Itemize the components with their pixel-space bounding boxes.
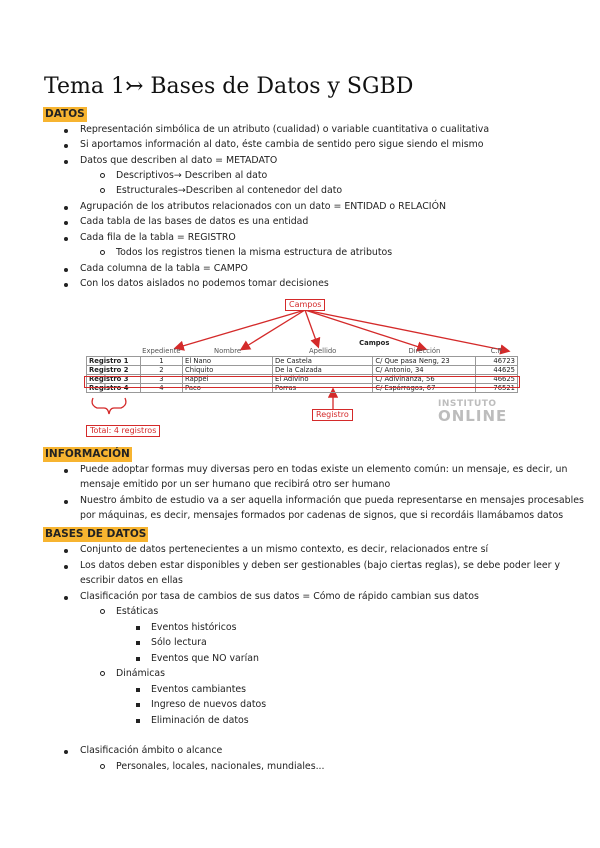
table-cell: Chiquito <box>183 365 273 374</box>
list-item: Los datos deben estar disponibles y deben ser gestionables (bajo ciertas reglas), se debe poder leer y <box>80 560 560 571</box>
table-cell: C/ Antonio, 34 <box>373 365 476 374</box>
bullet-icon <box>64 500 68 504</box>
section-heading-bases: BASES DE DATOS <box>45 528 147 540</box>
row-header: Registro 4 <box>87 383 141 392</box>
list-item: Estáticas <box>116 606 159 617</box>
watermark-line: INSTITUTO <box>438 399 497 409</box>
column-header: Expediente <box>142 347 181 356</box>
table-row <box>87 356 518 365</box>
campos-label: Campos <box>285 299 325 311</box>
list-item: Todos los registros tienen la misma estructura de atributos <box>116 247 393 258</box>
bullet-icon <box>64 268 68 272</box>
list-item: Personales, locales, nacionales, mundiales... <box>116 761 325 772</box>
table-cell: 76521 <box>476 383 518 392</box>
watermark-line: ONLINE <box>438 407 508 425</box>
bullet-icon <box>64 469 68 473</box>
list-item: Ingreso de nuevos datos <box>151 699 267 710</box>
table-group-header-row <box>87 338 518 347</box>
list-item: Si aportamos información al dato, éste cambia de sentido pero sigue siendo el mismo <box>80 139 484 150</box>
total-label: Total: 4 registros <box>86 425 160 437</box>
table-cell: C/ Que pasa Neng, 23 <box>373 356 476 365</box>
list-item: Con los datos aislados no podemos tomar decisiones <box>80 278 329 289</box>
page-title: Tema 1↣ Bases de Datos y SGBD <box>44 74 414 99</box>
circle-bullet-icon <box>100 250 105 255</box>
list-item: Cada columna de la tabla = CAMPO <box>80 263 248 274</box>
list-item: Descriptivos→ Describen al dato <box>116 170 268 181</box>
bullet-icon <box>64 596 68 600</box>
list-item: Sólo lectura <box>151 637 207 648</box>
bullet-icon <box>64 206 68 210</box>
table-cell: C/ Espárragos, 67 <box>373 383 476 392</box>
list-item: Agrupación de los atributos relacionados con un dato = ENTIDAD o RELACIÓN <box>80 201 446 212</box>
list-item: Cada fila de la tabla = REGISTRO <box>80 232 236 243</box>
table-cell: C/ Adivinanza, 56 <box>373 374 476 383</box>
section-heading-datos: DATOS <box>45 108 85 120</box>
table-cell: El Nano <box>183 356 273 365</box>
list-item: Cada tabla de las bases de datos es una entidad <box>80 216 309 227</box>
square-bullet-icon <box>136 688 140 692</box>
column-header: Apellido <box>309 347 337 356</box>
column-header: C.P. <box>490 347 503 356</box>
table-cell: Rappel <box>183 374 273 383</box>
group-header: Campos <box>359 338 390 347</box>
square-bullet-icon <box>136 626 140 630</box>
table-header-row <box>87 347 518 356</box>
row-header: Registro 2 <box>87 365 141 374</box>
list-item: Clasificación ámbito o alcance <box>80 745 223 756</box>
bullet-icon <box>64 750 68 754</box>
square-bullet-icon <box>136 657 140 661</box>
column-header: Nombre <box>214 347 242 356</box>
table-cell: 2 <box>140 365 182 374</box>
list-item: escribir datos en ellas <box>80 575 183 586</box>
table-cell: 44625 <box>476 365 518 374</box>
registro-label: Registro <box>312 409 353 421</box>
bullet-icon <box>64 549 68 553</box>
table-cell: 46723 <box>476 356 518 365</box>
bullet-icon <box>64 221 68 225</box>
bullet-icon <box>64 283 68 287</box>
list-item: Nuestro ámbito de estudio va a ser aquella información que pueda representarse en mensajes procesables <box>80 495 584 506</box>
list-item: Conjunto de datos pertenecientes a un mismo contexto, es decir, relacionados entre sí <box>80 544 489 555</box>
list-item: Puede adoptar formas muy diversas pero en todas existe un elemento común: un mensaje, es decir, un <box>80 464 568 475</box>
table-cell: 46625 <box>476 374 518 383</box>
table-cell: De la Calzada <box>273 365 373 374</box>
table-cell: 1 <box>140 356 182 365</box>
circle-bullet-icon <box>100 188 105 193</box>
table-cell: 3 <box>140 374 182 383</box>
column-header <box>87 347 141 356</box>
list-item: Representación simbólica de un atributo (cualidad) o variable cuantitativa o cualitativa <box>80 124 490 135</box>
bullet-icon <box>64 565 68 569</box>
bullet-icon <box>64 144 68 148</box>
table-cell: De Castela <box>273 356 373 365</box>
registro-highlight-box <box>84 376 520 388</box>
table-cell: Porras <box>273 383 373 392</box>
column-header: Dirección <box>408 347 441 356</box>
table-row <box>87 365 518 374</box>
list-item: Dinámicas <box>116 668 166 679</box>
table-cell: El Adivino <box>273 374 373 383</box>
bullet-icon <box>64 237 68 241</box>
row-header: Registro 1 <box>87 356 141 365</box>
list-item: Eventos cambiantes <box>151 684 247 695</box>
list-item: Eventos históricos <box>151 622 237 633</box>
list-item: mensaje emitido por un ser humano que recibirá otro ser humano <box>80 479 391 490</box>
list-item: Eventos que NO varían <box>151 653 259 664</box>
section-heading-informacion: INFORMACIÓN <box>45 448 130 460</box>
bullet-icon <box>64 129 68 133</box>
circle-bullet-icon <box>100 671 105 676</box>
table-cell: Paco <box>183 383 273 392</box>
list-item: Datos que describen al dato = METADATO <box>80 155 278 166</box>
circle-bullet-icon <box>100 764 105 769</box>
square-bullet-icon <box>136 719 140 723</box>
list-item: por máquinas, es decir, mensajes formados por cadenas de signos, que si recordáis llamábamos datos <box>80 510 564 521</box>
circle-bullet-icon <box>100 609 105 614</box>
square-bullet-icon <box>136 641 140 645</box>
list-item: Eliminación de datos <box>151 715 249 726</box>
bullet-icon <box>64 160 68 164</box>
square-bullet-icon <box>136 703 140 707</box>
list-item: Estructurales→Describen al contenedor del dato <box>116 185 343 196</box>
circle-bullet-icon <box>100 173 105 178</box>
watermark <box>438 398 508 425</box>
table-cell: 4 <box>140 383 182 392</box>
list-item: Clasificación por tasa de cambios de sus datos = Cómo de rápido cambian sus datos <box>80 591 479 602</box>
row-header: Registro 3 <box>87 374 141 383</box>
